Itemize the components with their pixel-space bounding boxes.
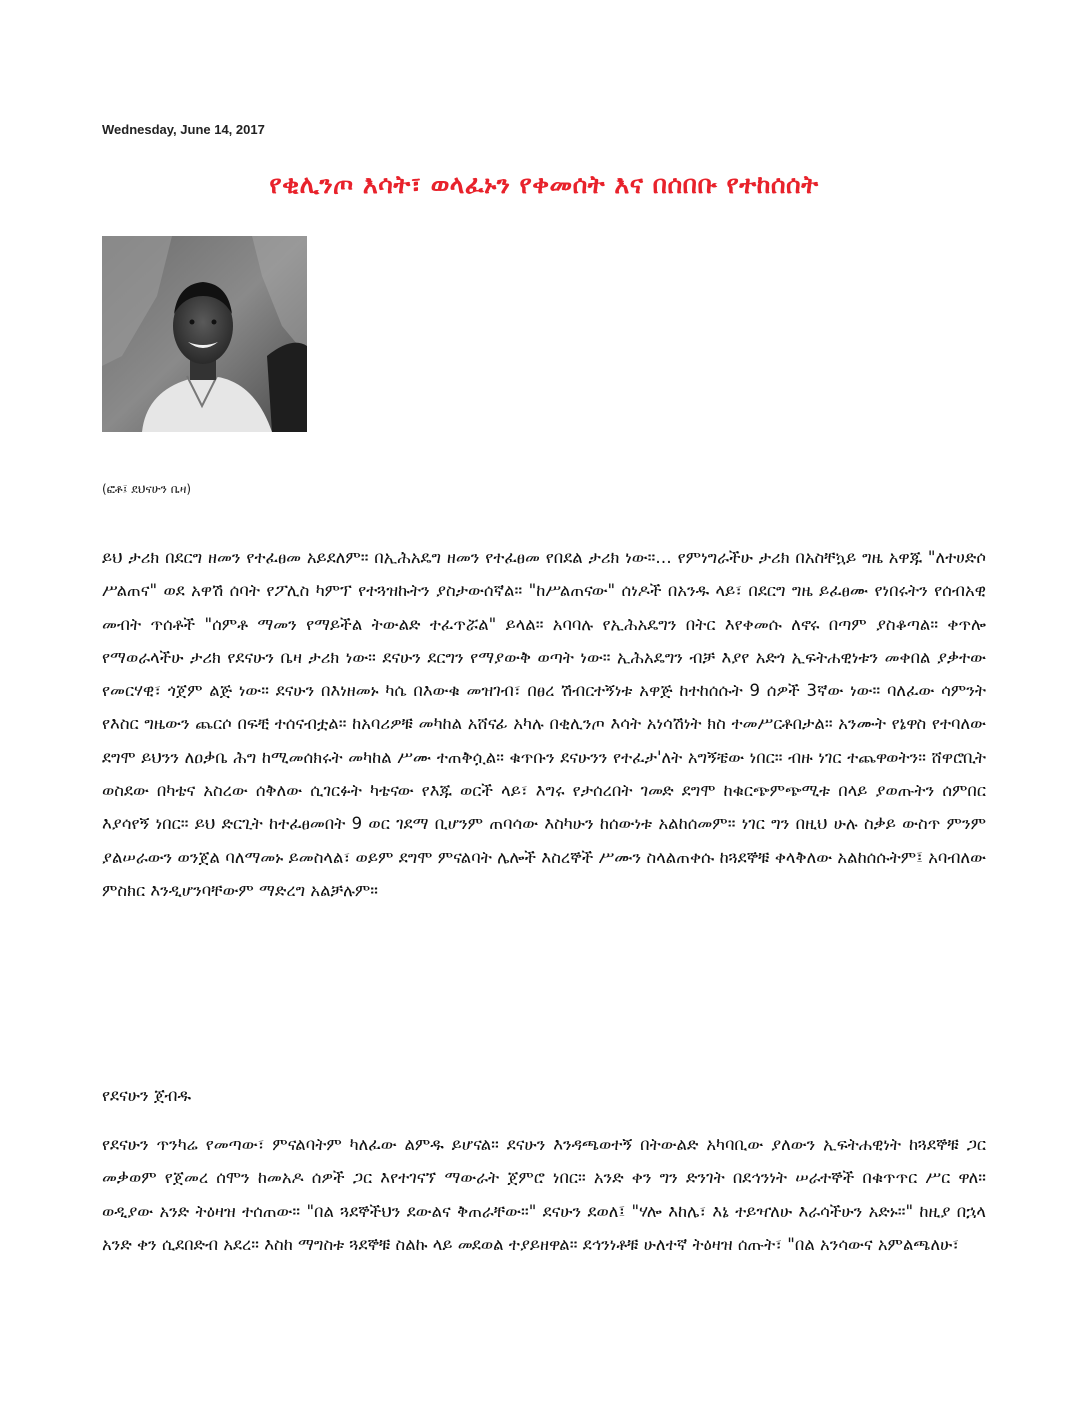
post-date: Wednesday, June 14, 2017 xyxy=(102,122,265,137)
article-paragraph: ይህ ታሪክ በደርግ ዘመን የተፈፀመ አይደለም። በኢሕአዴግ ዘመን የተፈፀመ የበደል ታሪክ ነው።… የምነግራችሁ ታሪክ በአስቸኳይ ግዜ አዋጁ "ለተሀድሶ ሥልጠና" ወደ አዋሽ ሰባት የፖሊስ ካምፕ የተጓዝኩትን ያስታውሰኛል። "ከሥልጠናው" ሰነዶች በአንዱ ላይ፣ በደርግ ግዜ ይፈፀሙ የነበሩትን የሰብአዊ መብት ጥሰቶች "ሰምቶ ማመን የማይችል ትውልድ ተፈጥሯል" ይላል። አባባሉ የኢሕአዴግን በትር እየቀመሱ ለኖሩ በጣም ያስቆጣል። ቀጥሎ የማወራላችሁ ታሪክ የደናሁን ቤዛ ታሪክ ነው። ደናሁን ደርግን የማያውቅ ወጣት ነው። ኢሕአዴግን ብቻ እያየ አድጎ ኢፍትሐዊነቱን መቀበል ያቃተው የመርሃዊ፣ ጎጀም ልጅ ነው። ደናሁን በእነዘመኑ ካሴ በእውቁ መዝገብ፣ በፀረ ሽብርተኝነቱ አዋጅ ከተከሰሱት 9 ሰዎች 3ኛው ነው። ባለፈው ሳምንት የእስር ግዜውን ጨርሶ በፍቺ ተሰናብቷል። ከአባሪዎቹ መካከል አሸናፊ አካሉ በቂሊንጦ እሳት አነሳሽነት ክስ ተመሥርቶበታል። አንሙት የኔዋስ የተባለው ደግሞ ይህንን ለዐቃቤ ሕግ ከሚመሰክሩት መካከል ሥሙ ተጠቅሷል። ቁጥቡን ደናሁንን የተፈታ'ለት አግኝቼው ነበር። ብዙ ነገር ተጨዋወትን። ሸዋሮቢት ወስደው በካቴና አስረው ሰቅለው ሲገርፉት ካቴናው የእጁ ወርች ላይ፣ እግሩ የታሰረበት ገመድ ደግሞ ከቁርጭምጭሚቱ በላይ ያወጡትን ሰምበር እያሳየኝ ነበር። ይህ ድርጊት ከተፈፀመበት 9 ወር ገደማ ቢሆንም ጠባሳው እስካሁን ከሰውነቱ አልከሰመም። ነገር ግን በዚህ ሁሉ ስቃይ ውስጥ ምንም ያልሠራውን ወንጀል ባለማመኑ ይመስላል፣ ወይም ደግሞ ምናልባት ሌሎች እስረኞች ሥሙን ስላልጠቀሱ ከጓደኞቹ ቀላቅለው አልከሰሱትም፤ አባብለው ምስክር እንዲሆንባቸውም ማድረግ አልቻሉም። xyxy=(102,548,986,900)
post-title[interactable]: የቂሊንጦ እሳት፣ ወላፈኑን የቀመሰት እና በሰበቡ የተከሰሰት xyxy=(269,170,819,199)
portrait-illustration xyxy=(102,236,307,432)
section-heading: የደናሁን ጀብዱ xyxy=(102,1086,191,1105)
portrait-photo xyxy=(102,236,307,432)
article-paragraph: የደናሁን ጥንካሬ የመጣው፣ ምናልባትም ካለፈው ልምዱ ይሆናል። ደናሁን እንዳጫወተኝ በትውልድ አካባቢው ያለውን ኢፍትሐዊነት ከጓደኞቹ ጋር መቃወም የጀመረ ሰሞን ከመአዶ ሰዎች ጋር እየተገናኘ ማውራት ጀምሮ ነበር። አንድ ቀን ግን ድንገት በደኅንነት ሠራተኞች በቁጥጥር ሥር ዋለ። ወዲያው አንድ ትዕዛዝ ተሰጠው። "በል ጓደኞችህን ደውልና ቅጠራቸው።" ደናሁን ደወለ፤ "ሃሎ እከሌ፣ እኔ ተይዣለሁ እራሳችሁን አድኑ።" ከዚያ በኋላ አንድ ቀን ሲደበድብ አደረ። እስከ ማግስቱ ጓደኞቹ ስልኩ ላይ መደወል ተያይዘዋል። ደኅንነቶቹ ሁለተኛ ትዕዛዝ ሰጡት፣ "በል አንሳውና አምልጫለሁ፣ xyxy=(102,1135,986,1254)
photo-caption: (ፎቶ፤ ደህናሁን ቤዛ) xyxy=(102,482,192,496)
